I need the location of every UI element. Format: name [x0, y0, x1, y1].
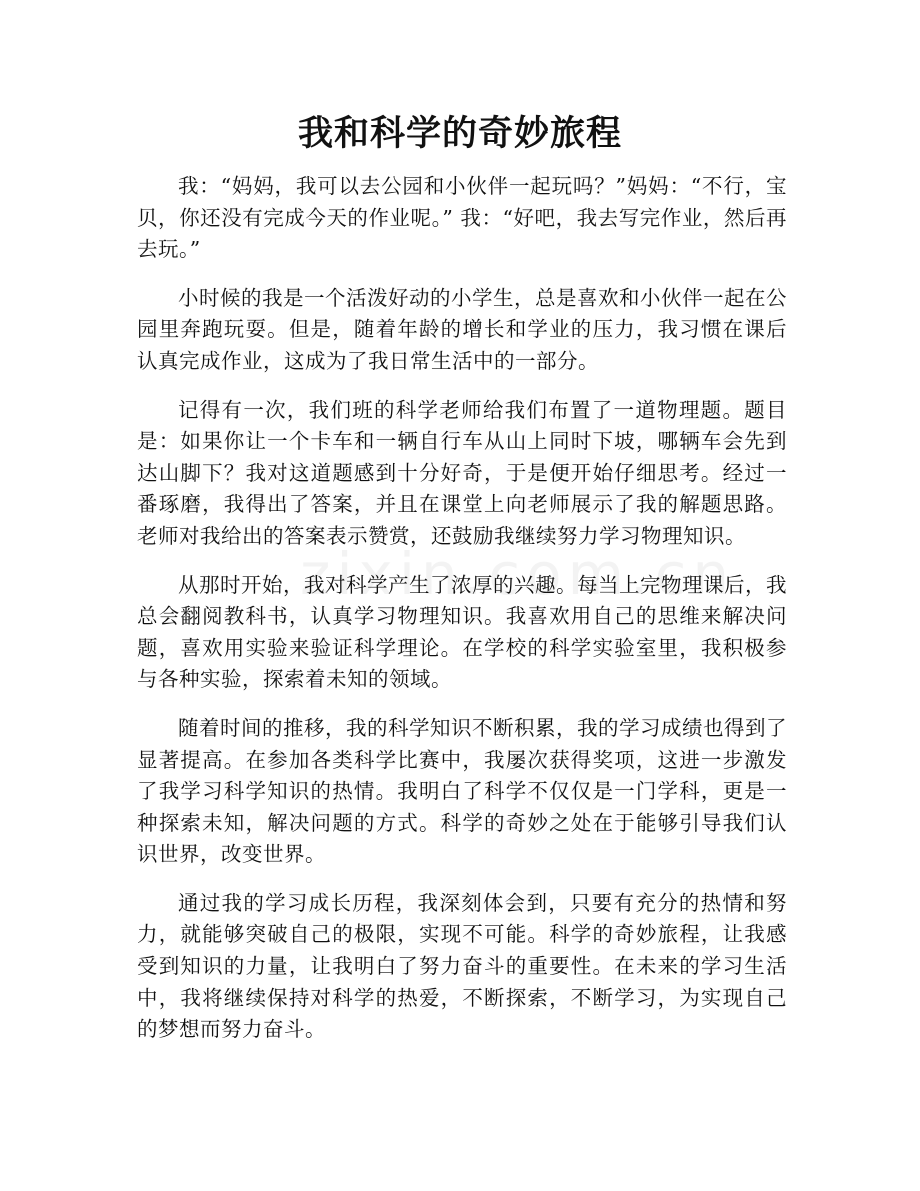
document-title: 我和科学的奇妙旅程 [297, 114, 622, 154]
paragraph-2: 小时候的我是一个活泼好动的小学生，总是喜欢和小伙伴一起在公园里奔跑玩耍。但是，随着年龄的增长和学业的压力，我习惯在课后认真完成作业，这成为了我日常生活中的一部分。 [137, 285, 787, 373]
paragraph-1: 我：“妈妈，我可以去公园和小伙伴一起玩吗？”妈妈：“不行，宝贝，你还没有完成今天的作业呢。” 我：“好吧，我去写完作业，然后再去玩。” [137, 174, 787, 262]
paragraph-4: 从那时开始，我对科学产生了浓厚的兴趣。每当上完物理课后，我总会翻阅教科书，认真学习物理知识。我喜欢用自己的思维来解决问题，喜欢用实验来验证科学理论。在学校的科学实验室里，我积极参与各种实验，探索着未知的领域。 [137, 572, 787, 692]
document-body [137, 171, 787, 1063]
paragraph-6: 通过我的学习成长历程，我深刻体会到，只要有充分的热情和努力，就能够突破自己的极限，实现不可能。科学的奇妙旅程，让我感受到知识的力量，让我明白了努力奋斗的重要性。在未来的学习生活中，我将继续保持对科学的热爱，不断探索，不断学习，为实现自己的梦想而努力奋斗。 [137, 890, 787, 1042]
paragraph-5: 随着时间的推移，我的科学知识不断积累，我的学习成绩也得到了显著提高。在参加各类科学比赛中，我屡次获得奖项，这进一步激发了我学习科学知识的热情。我明白了科学不仅仅是一门学科，更是一种探索未知，解决问题的方式。科学的奇妙之处在于能够引导我们认识世界，改变世界。 [137, 715, 787, 867]
paragraph-3: 记得有一次，我们班的科学老师给我们布置了一道物理题。题目是：如果你让一个卡车和一辆自行车从山上同时下坡，哪辆车会先到达山脚下？我对这道题感到十分好奇，于是便开始仔细思考。经过一番琢磨，我得出了答案，并且在课堂上向老师展示了我的解题思路。老师对我给出的答案表示赞赏，还鼓励我继续努力学习物理知识。 [137, 397, 787, 548]
